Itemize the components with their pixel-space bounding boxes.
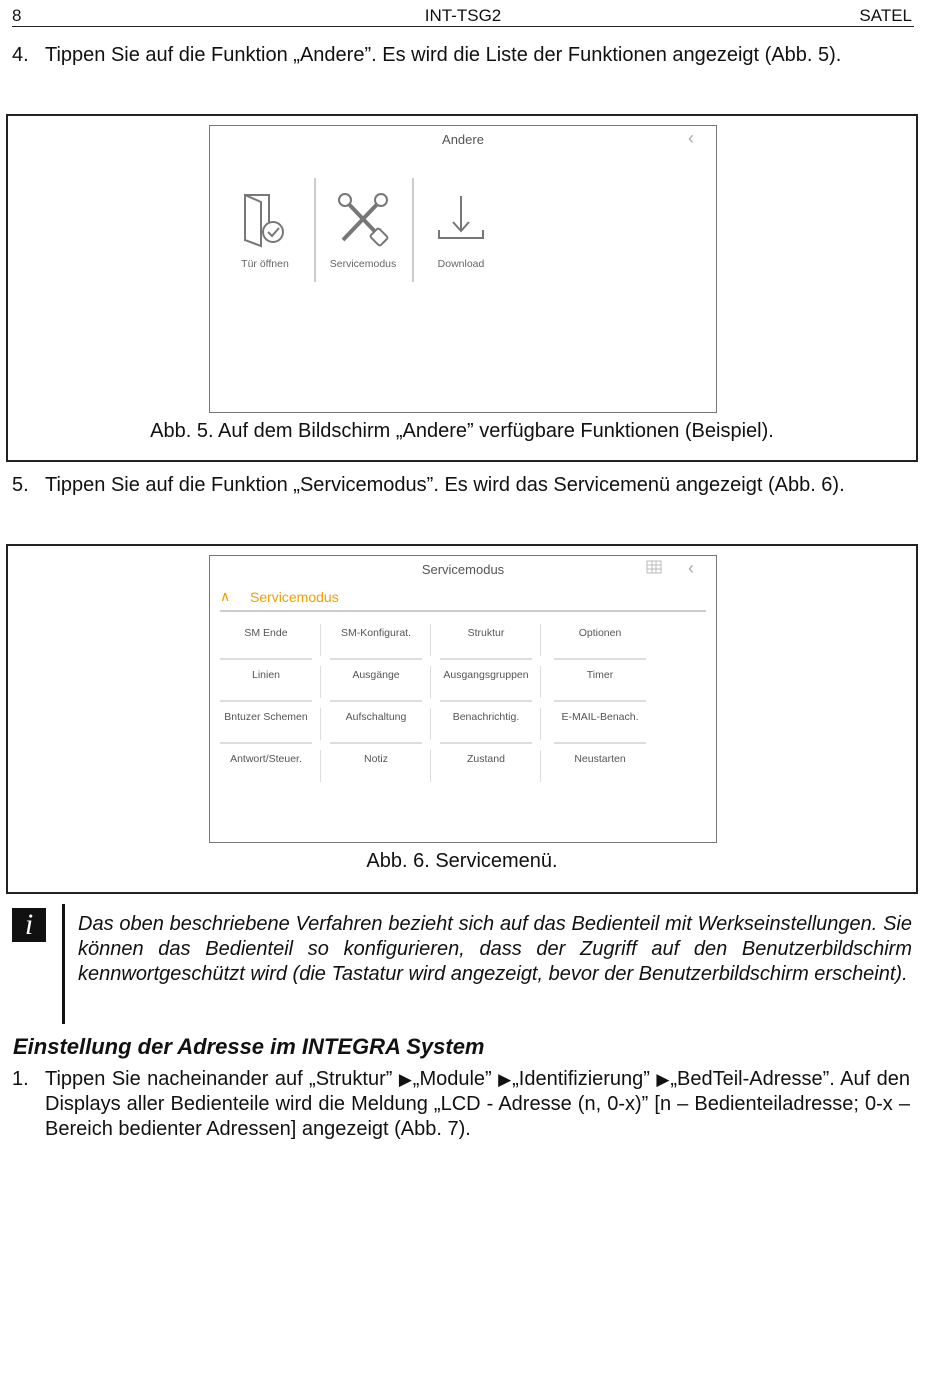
section-step-1 [12, 1067, 910, 1142]
note-text: Das oben beschriebene Verfahren bezieht sich auf das Bedienteil mit Werkseinstellungen. Sie können das Bedienteil so konfigurieren, dass der Zugriff auf den Benutzerbildschirm kennwortgeschützt wird (die Tastatur wird angezeigt, bevor der Benutzerbildschirm erscheint). [78, 913, 912, 985]
page-number: 8 [12, 6, 22, 25]
step-text: Tippen Sie auf die Funktion „Servicemodus”. Es wird das Servicemenü angezeigt (Abb. 6). [45, 474, 845, 496]
arrow-right-icon: ▶ [656, 1070, 671, 1089]
menu-item[interactable]: Ausgänge [330, 662, 422, 702]
chevron-up-icon: ∧ [220, 588, 231, 604]
menu-item[interactable]: SM-Konfigurat. [330, 620, 422, 660]
brand-name: SATEL [859, 6, 912, 25]
door-open-icon [235, 190, 295, 250]
back-icon[interactable]: ‹ [688, 558, 694, 578]
function-label: Servicemodus [329, 258, 397, 270]
screen-title: Andere [442, 132, 484, 147]
arrow-right-icon: ▶ [498, 1070, 513, 1089]
menu-item[interactable]: Notiz [330, 746, 422, 784]
menu-item[interactable]: SM Ende [220, 620, 312, 660]
screen-title: Servicemodus [421, 562, 505, 577]
menu-item[interactable]: Bntuzer Schemen [220, 704, 312, 744]
figure-6 [6, 544, 918, 894]
section-label: Servicemodus [250, 589, 339, 605]
screen-andere [209, 125, 717, 413]
step-number: 5. [12, 474, 29, 496]
menu-item[interactable]: Zustand [440, 746, 532, 784]
figure-caption: Abb. 5. Auf dem Bildschirm „Andere” verfügbare Funktionen (Beispiel). [150, 420, 774, 442]
section-title: Einstellung der Adresse im INTEGRA System [13, 1034, 485, 1059]
step-4 [12, 43, 910, 68]
step-number: 1. [12, 1068, 29, 1090]
keypad-icon[interactable] [646, 560, 662, 574]
step-number: 4. [12, 44, 29, 66]
menu-item[interactable]: Ausgangsgruppen [440, 662, 532, 702]
function-label: Download [437, 258, 485, 270]
tools-icon [333, 190, 393, 250]
menu-item[interactable]: Aufschaltung [330, 704, 422, 744]
page-header [12, 6, 914, 27]
info-icon: i [12, 908, 46, 942]
function-servicemodus[interactable] [314, 176, 412, 276]
function-door-open[interactable] [216, 176, 314, 276]
download-icon [431, 190, 491, 250]
menu-item[interactable]: Timer [554, 662, 646, 702]
menu-item[interactable]: Antwort/Steuer. [220, 746, 312, 784]
menu-item[interactable]: E-MAIL-Benach. [554, 704, 646, 744]
step-text: Tippen Sie auf die Funktion „Andere”. Es wird die Liste der Funktionen angezeigt (Abb. 5). [45, 44, 842, 66]
menu-item[interactable]: Struktur [440, 620, 532, 660]
menu-item[interactable]: Optionen [554, 620, 646, 660]
function-download[interactable] [412, 176, 510, 276]
menu-item[interactable]: Neustarten [574, 753, 626, 765]
back-icon[interactable]: ‹ [688, 128, 694, 148]
section-header[interactable] [220, 588, 706, 612]
menu-item[interactable]: Linien [220, 662, 312, 702]
step-text: Tippen Sie nacheinander auf „Struktur” ▶„Module” ▶„Identifizierung” ▶„BedTeil-Adresse”. Auf den Displays aller Bedienteile wird die Meldung „LCD - Adresse (n, 0-x)” [n – Bedienteiladresse; 0-x – Bereich bedienter Adressen] angezeigt (Abb. 7). [45, 1068, 910, 1140]
screen-servicemodus [209, 555, 717, 843]
arrow-right-icon: ▶ [398, 1070, 413, 1089]
figure-5 [6, 114, 918, 462]
step-5 [12, 473, 910, 498]
note-bar [62, 904, 65, 1024]
function-label: Tür öffnen [241, 258, 289, 270]
document-title: INT-TSG2 [424, 6, 502, 25]
menu-item[interactable]: Benachrichtig. [440, 704, 532, 744]
figure-caption: Abb. 6. Servicemenü. [366, 850, 558, 872]
